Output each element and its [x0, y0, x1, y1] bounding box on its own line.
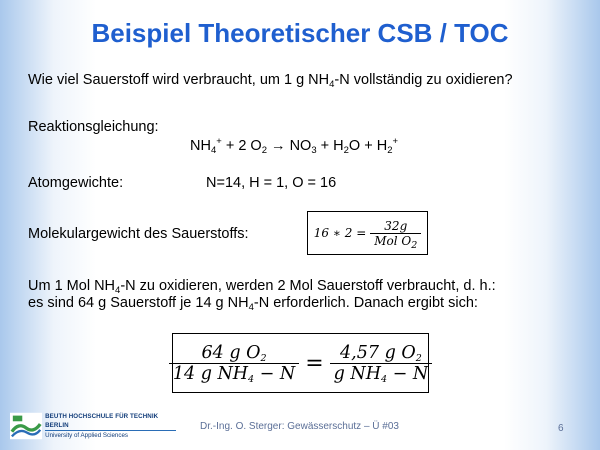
logo-text: BEUTH HOCHSCHULE FÜR TECHNIK BERLIN University of Applied Sciences — [45, 412, 176, 440]
question-text: Wie viel Sauerstoff wird verbraucht, um 1 g $NH_4-N$ vollständig zu oxidieren? — [28, 72, 513, 90]
footer-author: Dr.-Ing. O. Sterger: Gewässerschutz – Ü #03 — [200, 421, 399, 432]
slide-title: Beispiel Theoretischer CSB / TOC — [91, 18, 509, 48]
equals-sign: = — [305, 350, 324, 376]
result-fraction-right: $\frac{4,57 g O_2}{g NH_4 - N}$ — [330, 343, 433, 384]
formula-lhs: 16 ∗ 2 = — [313, 226, 367, 240]
result-equation — [172, 333, 429, 393]
atomic-weights-label: Atomgewichte: — [28, 175, 124, 191]
university-logo — [10, 411, 176, 441]
molecular-weight-formula — [307, 211, 428, 255]
result-fraction-left: $\frac{64 g O_2}{14 g NH_4 - N}$ — [169, 343, 299, 384]
reaction-equation: $NH_4^+ + 2$ $O_2 \to NO_3 + H_2O + H_2^+$ — [190, 136, 399, 156]
reaction-label: Reaktionsgleichung: — [28, 119, 159, 135]
explanation-line-1: Um 1 Mol $NH_4-N$ zu oxidieren, werden 2 Mol Sauerstoff verbraucht, d. h.: — [28, 278, 496, 296]
atomic-weights-values: N=14, H = 1, O = 16 — [206, 175, 337, 191]
formula-fraction: $\frac{32g}{Mol O_2}$ — [370, 219, 421, 248]
beuth-logo-icon — [10, 412, 42, 440]
page-number: 6 — [558, 423, 564, 434]
explanation-line-2: es sind 64 g Sauerstoff je 14 g $NH_4-N$ erforderlich. Danach ergibt sich: — [28, 295, 478, 313]
molecular-weight-label: Molekulargewicht des Sauerstoffs: — [28, 226, 249, 242]
